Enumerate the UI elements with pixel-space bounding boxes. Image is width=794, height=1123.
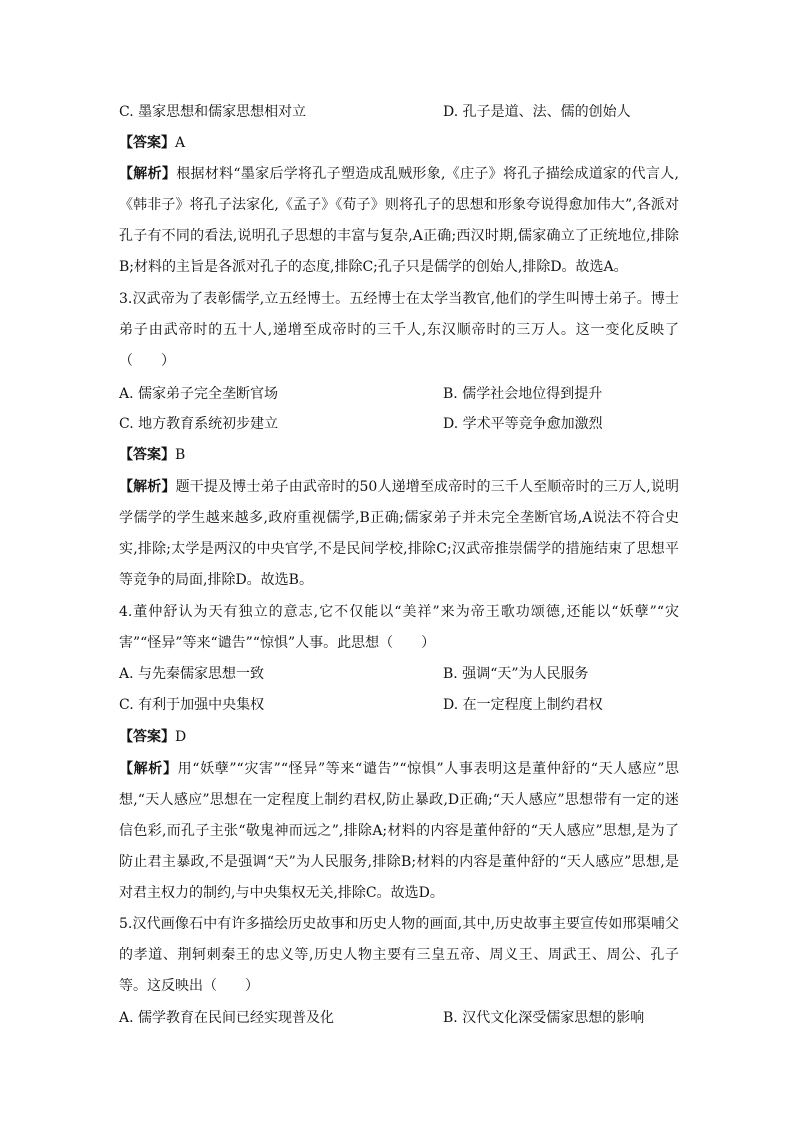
analysis-label: 【解析】 (119, 166, 177, 182)
q4-answer-value: D (175, 729, 187, 745)
q4-answer (119, 727, 681, 747)
q2-option-d[interactable]: D. 孔子是道、法、儒的创始人 (443, 104, 631, 120)
q3-option-b[interactable]: B. 儒学社会地位得到提升 (443, 386, 603, 402)
q5-option-a[interactable]: A. 儒学教育在民间已经实现普及化 (119, 1010, 335, 1026)
analysis-label: 【解析】 (119, 761, 178, 777)
q2-option-c[interactable]: C. 墨家思想和儒家思想相对立 (119, 104, 307, 120)
q4-option-c[interactable]: C. 有利于加强中央集权 (119, 697, 265, 713)
q3-answer (119, 445, 681, 465)
q5-stem: 5.汉代画像石中有许多描绘历史故事和历史人物的画面,其中,历史故事主要宣传如邢渠哺父的孝道、荆轲刺秦王的忠义等,历史人物主要有三皇五帝、周义王、周武王、周公、孔子等。这反映出（ ） (119, 916, 679, 994)
q2-answer (119, 133, 681, 153)
analysis-label: 【解析】 (119, 479, 176, 495)
q4-stem: 4.董仲舒认为天有独立的意志,它不仅能以“美祥”来为帝王歌功颂德,还能以“妖孽”“灾害”“怪异”等来“谴告”“惊惧”人事。此思想（ ） (119, 604, 679, 651)
q3-option-a[interactable]: A. 儒家弟子完全垄断官场 (119, 386, 279, 402)
q4-option-d[interactable]: D. 在一定程度上制约君权 (443, 697, 603, 713)
q4-analysis (119, 754, 679, 910)
q2-analysis-text: 根据材料“墨家后学将孔子塑造成乱贼形象,《庄子》将孔子描绘成道家的代言人,《韩非子》将孔子法家化,《孟子》《荀子》则将孔子的思想和形象夸说得愈加伟大”,各派对孔子有不同的看法,说明孔子思想的丰富与复杂,A正确;西汉时期,儒家确立了正统地位,排除B;材料的主旨是各派对孔子的态度,排除C;孔子只是儒学的创始人,排除D。故选A。 (119, 166, 680, 275)
q3-analysis (119, 472, 679, 596)
q4-option-b[interactable]: B. 强调“天”为人民服务 (443, 666, 589, 682)
q3-answer-value: B (175, 447, 186, 463)
answer-label: 【答案】 (119, 729, 175, 745)
q2-analysis (119, 159, 679, 279)
q2-answer-value: A (175, 135, 186, 151)
answer-label: 【答案】 (119, 135, 175, 151)
q3-stem: 3.汉武帝为了表彰儒学,立五经博士。五经博士在太学当教官,他们的学生叫博士弟子。博士弟子由武帝时的五十人,递增至成帝时的三千人,东汉顺帝时的三万人。这一变化反映了（ ） (119, 291, 679, 369)
q3-option-c[interactable]: C. 地方教育系统初步建立 (119, 416, 279, 432)
q3-analysis-text: 题干提及博士弟子由武帝时的50人递增至成帝时的三千人至顺帝时的三万人,说明学儒学的学生越来越多,政府重视儒学,B正确;儒家弟子并未完全垄断官场,A说法不符合史实,排除;太学是两汉的中央官学,不是民间学校,排除C;汉武帝推崇儒学的措施结束了思想平等竞争的局面,排除D。故选B。 (119, 479, 680, 588)
q4-option-a[interactable]: A. 与先秦儒家思想一致 (119, 666, 265, 682)
q3-option-d[interactable]: D. 学术平等竞争愈加激烈 (443, 416, 603, 432)
q5-option-b[interactable]: B. 汉代文化深受儒家思想的影响 (443, 1010, 645, 1026)
q4-analysis-text: 用“妖孽”“灾害”“怪异”等来“谴告”“惊惧”人事表明这是董仲舒的“天人感应”思想,“天人感应”思想在一定程度上制约君权,防止暴政,D正确;“天人感应”思想带有一定的迷信色彩,而孔子主张“敬鬼神而远之”,排除A;材料的内容是董仲舒的“天人感应”思想,是为了防止君主暴政,不是强调“天”为人民服务,排除B;材料的内容是董仲舒的“天人感应”思想,是对君主权力的制约,与中央集权无关,排除C。故选D。 (119, 761, 680, 901)
answer-label: 【答案】 (119, 447, 175, 463)
